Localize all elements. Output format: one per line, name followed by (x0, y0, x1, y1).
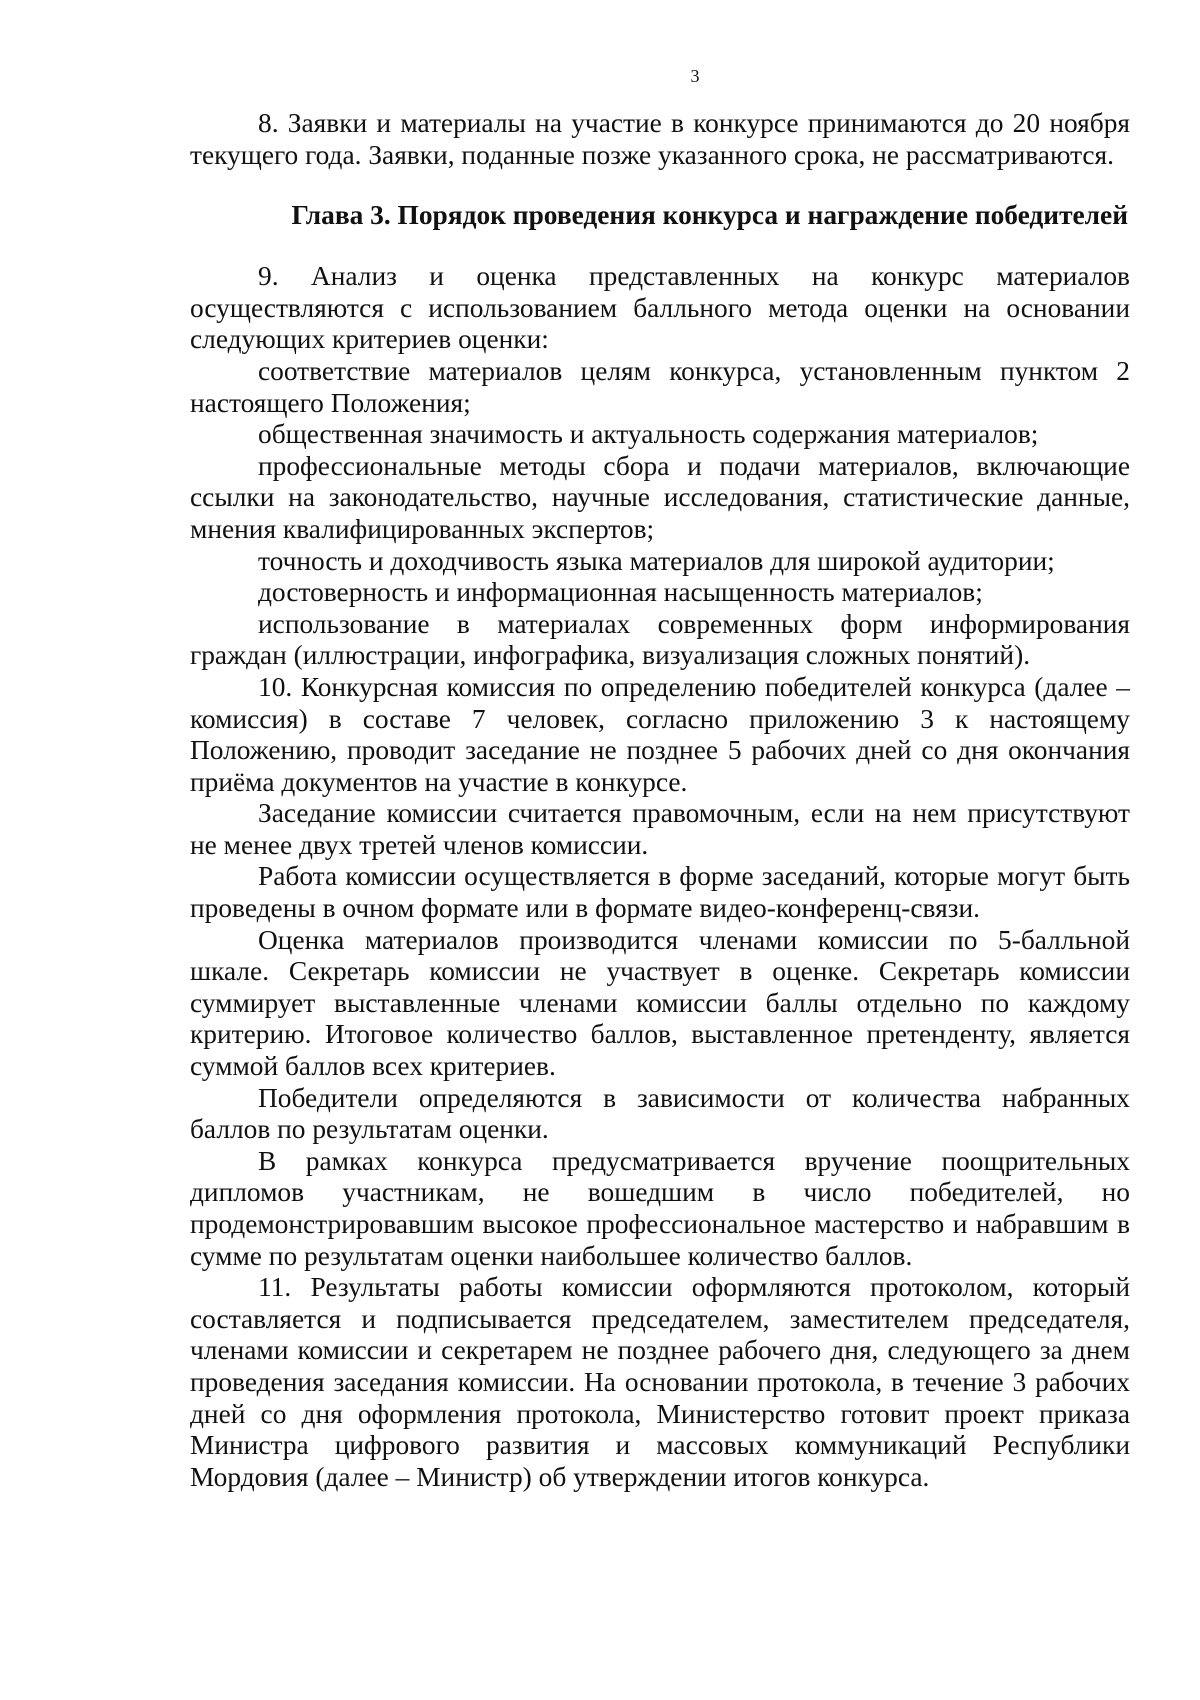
paragraph-item-10: 10. Конкурсная комиссия по определению победителей конкурса (далее – комиссия) в составе 7 человек, согласно приложению 3 к настоящему Положению, проводит заседание не позднее 5 рабочих дней со дня окончания приёма документов на участие в конкурсе. (190, 671, 1130, 797)
criterion-modern-forms: использование в материалах современных форм информирования граждан (иллюстрации, инфографика, визуализация сложных понятий). (190, 608, 1130, 671)
paragraph-item-11: 11. Результаты работы комиссии оформляются протоколом, который составляется и подписывается председателем, заместителем председателя, членами комиссии и секретарем не позднее рабочего дня, следующего за днем проведения заседания комиссии. На основании протокола, в течение 3 рабочих дней со дня оформления протокола, Министерство готовит проект приказа Министра цифрового развития и массовых коммуникаций Республики Мордовия (далее – Министр) об утверждении итогов конкурса. (190, 1272, 1130, 1492)
paragraph-winners: Победители определяются в зависимости от количества набранных баллов по результатам оценки. (190, 1082, 1130, 1145)
page-number: 3 (690, 66, 700, 86)
criterion-methods: профессиональные методы сбора и подачи материалов, включающие ссылки на законодательство, научные исследования, статистические данные, мнения квалифицированных экспертов; (190, 450, 1130, 544)
paragraph-evaluation: Оценка материалов производится членами комиссии по 5-балльной шкале. Секретарь комиссии не участвует в оценке. Секретарь комиссии суммирует выставленные членами комиссии баллы отдельно по каждому критерию. Итоговое количество баллов, выставленное претенденту, является суммой баллов всех критериев. (190, 924, 1130, 1082)
criterion-compliance: соответствие материалов целям конкурса, установленным пунктом 2 настоящего Положения; (190, 355, 1130, 418)
paragraph-quorum: Заседание комиссии считается правомочным, если на нем присутствуют не менее двух третей членов комиссии. (190, 798, 1130, 860)
paragraph-diplomas: В рамках конкурса предусматривается вручение поощрительных дипломов участникам, не вошедшим в число победителей, но продемонстрировавшим высокое профессиональное мастерство и набравшим в сумме по результатам оценки наибольшее количество баллов. (190, 1145, 1130, 1271)
chapter-title: Глава 3. Порядок проведения конкурса и награждение победителей (291, 200, 1128, 231)
paragraph-meeting-format: Работа комиссии осуществляется в форме заседаний, которые могут быть проведены в очном формате или в формате видео-конференц-связи. (190, 861, 1130, 924)
criterion-significance: общественная значимость и актуальность содержания материалов; (258, 419, 1039, 450)
criterion-language: точность и доходчивость языка материалов для широкой аудитории; (258, 545, 1055, 576)
paragraph-item-9: 9. Анализ и оценка представленных на конкурс материалов осуществляются с использованием балльного метода оценки на основании следующих критериев оценки: (190, 261, 1130, 355)
paragraph-item-8: 8. Заявки и материалы на участие в конкурсе принимаются до 20 ноября текущего года. Заявки, поданные позже указанного срока, не рассматриваются. (190, 108, 1130, 170)
document-body (190, 108, 1130, 1493)
criterion-reliability: достоверность и информационная насыщенность материалов; (258, 577, 983, 608)
